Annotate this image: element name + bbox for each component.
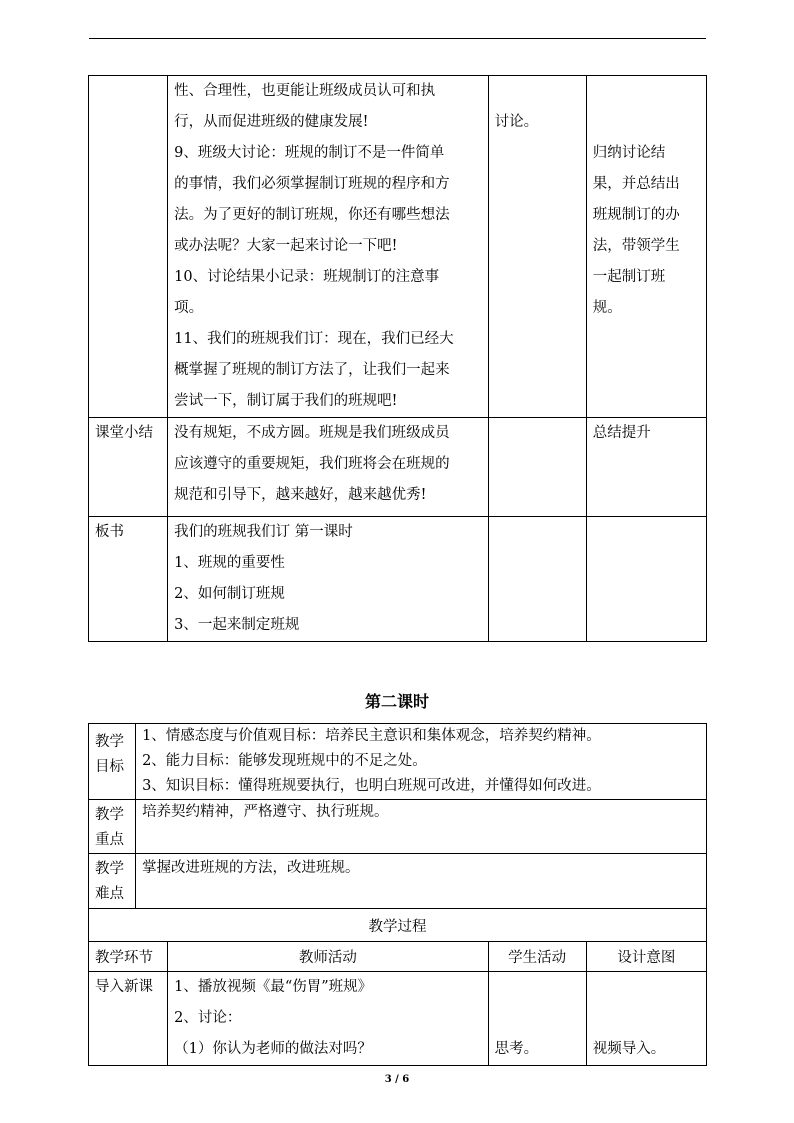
text-line xyxy=(495,1003,580,1034)
text-line: 法，带领学生 xyxy=(592,238,680,254)
text-line: 2、如何制订班规 xyxy=(174,586,285,602)
table-row xyxy=(89,724,707,800)
table-row xyxy=(89,517,707,642)
text-line xyxy=(495,76,580,107)
table-row xyxy=(89,800,707,854)
student-activity-cell xyxy=(488,517,586,642)
student-activity-cell xyxy=(488,418,586,517)
text-line: 教学 xyxy=(95,861,124,877)
text-line: 3、一起来制定班规 xyxy=(174,617,300,633)
text-line: 概掌握了班规的制订方法了，让我们一起来 xyxy=(174,362,450,378)
blackboard-cell xyxy=(168,517,489,642)
text-line: 我们的班规我们订 第一课时 xyxy=(174,524,353,540)
column-header-student: 学生活动 xyxy=(488,942,586,972)
section-cell xyxy=(89,76,168,418)
text-line: 班规制订的办 xyxy=(592,207,680,223)
table-row xyxy=(89,909,707,942)
text-line: 1、情感态度与价值观目标：培养民主意识和集体观念，培养契约精神。 xyxy=(142,728,601,744)
text-line: 思考。 xyxy=(494,1041,539,1057)
text-line xyxy=(593,107,700,138)
section-cell: 板书 xyxy=(89,517,168,642)
text-line: 规。 xyxy=(592,300,622,316)
text-line xyxy=(593,517,700,548)
table-row xyxy=(89,418,707,517)
column-header-intent: 设计意图 xyxy=(586,942,706,972)
design-intent-cell xyxy=(586,418,706,517)
text-line: 性、合理性，也更能让班级成员认可和执 xyxy=(174,83,436,99)
teacher-activity-cell xyxy=(168,418,489,517)
text-line: 教学 xyxy=(95,734,124,750)
difficulty-cell: 掌握改进班规的方法，改进班规。 xyxy=(136,854,707,909)
text-line: 难点 xyxy=(95,886,124,902)
design-intent-cell xyxy=(586,517,706,642)
difficulty-label-cell xyxy=(89,854,136,909)
text-line: 果，并总结出 xyxy=(592,176,680,192)
text-line: 3、知识目标：懂得班规要执行，也明白班规可改进，并懂得如何改进。 xyxy=(142,778,601,794)
text-line: 总结提升 xyxy=(592,425,651,441)
text-line: 11、我们的班规我们订：现在，我们已经大 xyxy=(174,331,454,347)
lesson-table-2 xyxy=(88,723,707,1066)
text-line: 1、班规的重要性 xyxy=(174,555,285,571)
text-line: 归纳讨论结 xyxy=(592,145,666,161)
text-line: 行，从而促进班级的健康发展! xyxy=(174,114,369,130)
section-cell: 导入新课 xyxy=(89,972,168,1066)
text-line xyxy=(593,1003,700,1034)
design-intent-cell xyxy=(586,972,706,1066)
page-number: 3 / 6 xyxy=(384,1074,410,1085)
text-line: 应该遵守的重要规矩，我们班将会在班规的 xyxy=(174,456,450,472)
table-row xyxy=(89,972,707,1066)
text-line: 项。 xyxy=(174,300,204,316)
text-line: 10、讨论结果小记录：班规制订的注意事 xyxy=(174,269,440,285)
table-header-row xyxy=(89,942,707,972)
text-line: 重点 xyxy=(95,832,124,848)
teacher-activity-cell xyxy=(168,76,489,418)
header-rule xyxy=(89,38,706,39)
text-line: 规范和引导下，越来越好，越来越优秀! xyxy=(174,487,427,503)
text-line xyxy=(593,76,700,107)
text-line: 讨论。 xyxy=(494,114,539,130)
key-points-label-cell xyxy=(89,800,136,854)
design-intent-cell xyxy=(586,76,706,418)
text-line: 目标 xyxy=(95,759,124,775)
text-line: 一起制订班 xyxy=(592,269,666,285)
text-line: 法。为了更好的制订班规，你还有哪些想法 xyxy=(174,207,450,223)
lesson-heading: 第二课时 xyxy=(364,692,429,711)
text-line: 9、班级大讨论：班规的制订不是一件简单 xyxy=(174,145,445,161)
text-line: 或办法呢？大家一起来讨论一下吧! xyxy=(174,238,398,254)
text-line: 2、讨论： xyxy=(174,1010,242,1026)
key-points-cell: 培养契约精神，严格遵守、执行班规。 xyxy=(136,800,707,854)
teacher-activity-cell xyxy=(168,972,488,1066)
goals-cell xyxy=(136,724,707,800)
text-line: 尝试一下，制订属于我们的班规吧! xyxy=(174,393,398,409)
text-line: 教学 xyxy=(95,807,124,823)
table-row xyxy=(89,854,707,909)
student-activity-cell xyxy=(488,972,586,1066)
text-line: （1）你认为老师的做法对吗？ xyxy=(174,1041,372,1057)
text-line xyxy=(495,972,580,1003)
section-cell: 课堂小结 xyxy=(89,418,168,517)
text-line xyxy=(495,418,580,449)
text-line: 2、能力目标：能够发现班规中的不足之处。 xyxy=(142,753,427,769)
table-row xyxy=(89,76,707,418)
student-activity-cell xyxy=(488,76,586,418)
text-line xyxy=(593,972,700,1003)
process-title: 教学过程 xyxy=(89,909,707,942)
lesson-table-continued xyxy=(88,75,707,642)
text-line xyxy=(495,517,580,548)
text-line: 视频导入。 xyxy=(592,1041,666,1057)
goals-label-cell xyxy=(89,724,136,800)
column-header-section: 教学环节 xyxy=(89,942,168,972)
text-line: 1、播放视频《最“伤胃”班规》 xyxy=(174,979,373,995)
column-header-teacher: 教师活动 xyxy=(168,942,488,972)
text-line: 的事情，我们必须掌握制订班规的程序和方 xyxy=(174,176,450,192)
text-line: 没有规矩，不成方圆。班规是我们班级成员 xyxy=(174,425,450,441)
